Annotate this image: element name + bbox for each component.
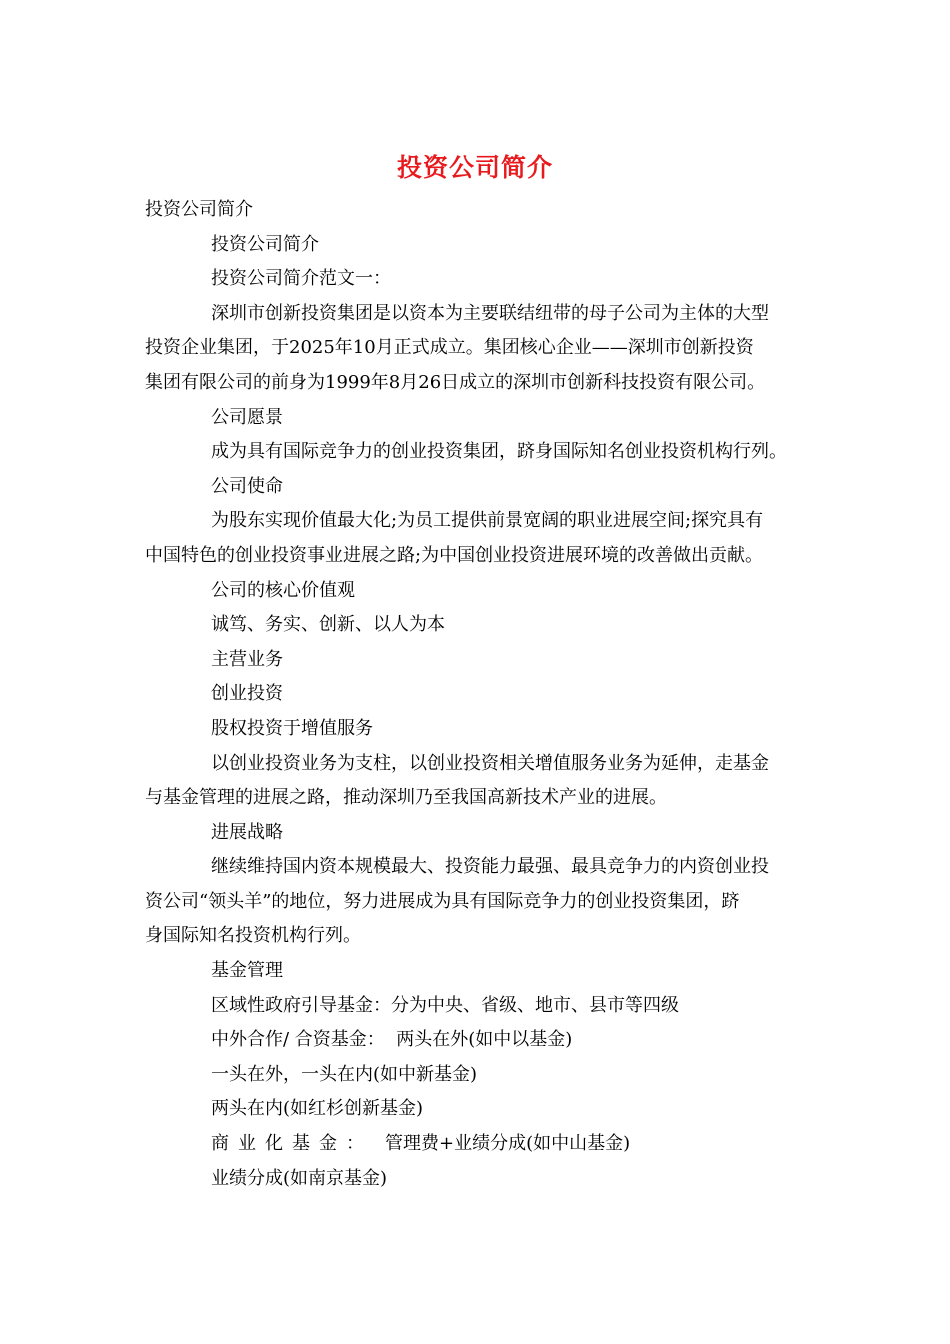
paragraph-line: 投资企业集团，于2025年10月正式成立。集团核心企业——深圳市创新投资	[145, 337, 754, 359]
subheading-values: 公司的核心价值观	[211, 579, 355, 601]
paragraph-line: 继续维持国内资本规模最大、投资能力最强、最具竞争力的内资创业投	[211, 856, 769, 878]
paragraph-line: 资公司“领头羊”的地位，努力进展成为具有国际竞争力的创业投资集团，跻	[145, 890, 740, 912]
document-title: 投资公司简介	[396, 153, 553, 182]
paragraph-line: 两头在内(如红杉创新基金)	[211, 1098, 424, 1120]
paragraph-line: 以创业投资业务为支柱，以创业投资相关增值服务业务为延伸，走基金	[211, 752, 769, 774]
paragraph-line: 为股东实现价值最大化;为员工提供前景宽阔的职业进展空间;探究具有	[211, 510, 764, 532]
subheading-vision: 公司愿景	[211, 406, 283, 428]
paragraph-line: 身国际知名投资机构行列。	[145, 925, 361, 947]
paragraph-line: 中国特色的创业投资事业进展之路;为中国创业投资进展环境的改善做出贡献。	[145, 544, 764, 566]
paragraph-line: 投资公司简介范文一：	[211, 268, 391, 290]
paragraph-line: 深圳市创新投资集团是以资本为主要联结纽带的母子公司为主体的大型	[211, 302, 769, 324]
paragraph-line: 集团有限公司的前身为1999年8月26日成立的深圳市创新科技投资有限公司。	[145, 371, 766, 393]
commercial-fund-label: 商业化基金：	[211, 1133, 373, 1155]
paragraph-line	[145, 1127, 825, 1162]
document-body	[145, 193, 825, 1196]
paragraph-line: 区域性政府引导基金：分为中央、省级、地市、县市等四级	[211, 994, 679, 1016]
paragraph-line: 业绩分成(如南京基金)	[211, 1167, 388, 1189]
paragraph-line: 与基金管理的进展之路，推动深圳乃至我国高新技术产业的进展。	[145, 787, 667, 809]
subheading-fund-management: 基金管理	[211, 960, 283, 982]
commercial-fund-detail: 管理费+业绩分成(如中山基金)	[385, 1133, 631, 1155]
paragraph-line: 中外合作/ 合资基金： 两头在外(如中以基金)	[211, 1029, 573, 1051]
paragraph-line: 创业投资	[211, 683, 283, 705]
paragraph-line: 诚笃、务实、创新、以人为本	[211, 614, 445, 636]
subheading-business: 主营业务	[211, 648, 283, 670]
paragraph-line: 一头在外，一头在内(如中新基金)	[211, 1063, 478, 1085]
subheading-strategy: 进展战略	[211, 821, 283, 843]
paragraph-line: 股权投资于增值服务	[211, 717, 373, 739]
paragraph-line: 成为具有国际竞争力的创业投资集团，跻身国际知名创业投资机构行列。	[211, 441, 787, 463]
subheading-mission: 公司使命	[211, 475, 283, 497]
section-heading: 投资公司简介	[145, 199, 253, 220]
paragraph-line: 投资公司简介	[211, 233, 319, 255]
